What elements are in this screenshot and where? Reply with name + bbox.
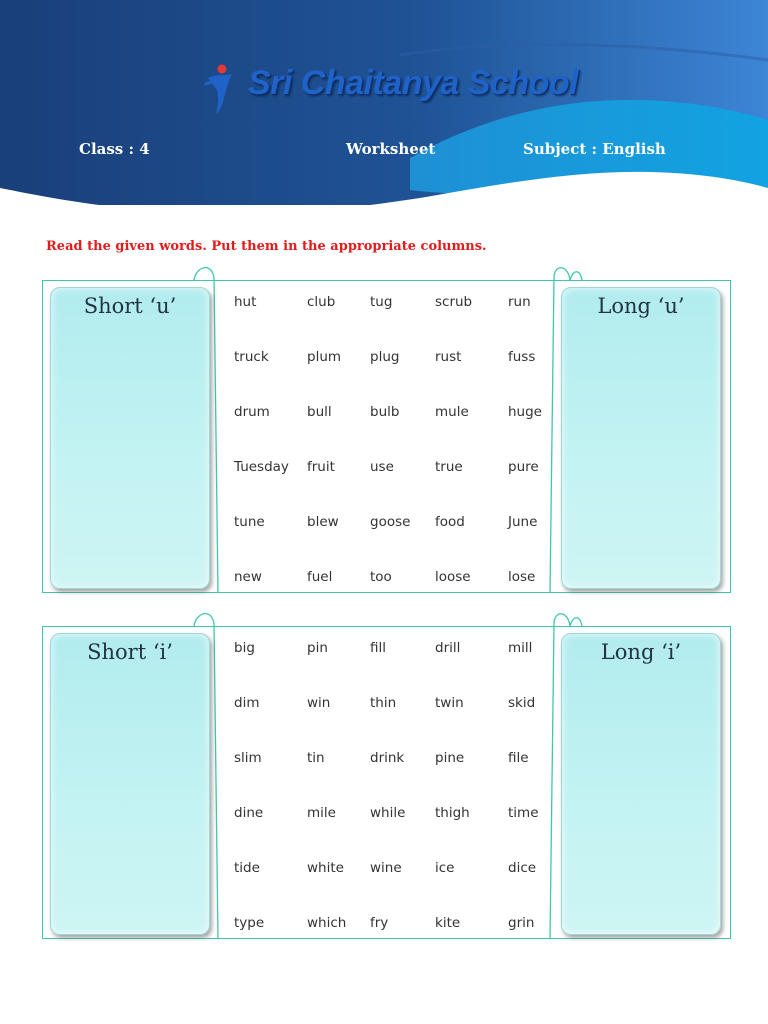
word: dim [234,695,260,711]
word-row [234,750,554,805]
word: file [508,750,529,766]
word-row [234,349,554,404]
word: new [234,569,262,585]
word-row [234,404,554,459]
section-i-word-grid [234,640,554,970]
word: twin [435,695,464,711]
word: Tuesday [234,459,289,475]
word: tug [370,294,393,310]
word: rust [435,349,462,365]
short-i-title: Short ‘i’ [87,640,173,664]
word-row [234,640,554,695]
word: tune [234,514,265,530]
word: too [370,569,392,585]
word: type [234,915,265,931]
word: which [307,915,347,931]
word: drum [234,404,270,420]
word: mill [508,640,533,656]
word: mule [435,404,469,420]
word: pine [435,750,465,766]
word: hut [234,294,257,310]
word: goose [370,514,411,530]
word: thin [370,695,397,711]
word: ice [435,860,455,876]
long-u-column-box[interactable] [561,287,721,589]
word: bulb [370,404,400,420]
word: truck [234,349,269,365]
word: dine [234,805,264,821]
word: thigh [435,805,470,821]
word: huge [508,404,542,420]
word: blew [307,514,339,530]
word: tin [307,750,325,766]
worksheet-label: Worksheet [346,140,436,158]
word: slim [234,750,262,766]
subject-label: Subject : English [523,140,666,158]
word: drill [435,640,461,656]
word: scrub [435,294,473,310]
word: loose [435,569,471,585]
long-i-column-box[interactable] [561,633,721,935]
word: fill [370,640,387,656]
word: fuel [307,569,333,585]
short-u-title: Short ‘u’ [83,294,177,318]
word: lose [508,569,536,585]
word: fuss [508,349,536,365]
word: win [307,695,331,711]
word: pin [307,640,328,656]
long-i-title: Long ‘i’ [600,640,682,664]
short-i-column-box[interactable] [50,633,210,935]
word: bull [307,404,332,420]
school-name: Sri Chaitanya School [248,64,579,102]
word: mile [307,805,336,821]
word: food [435,514,465,530]
word: dice [508,860,537,876]
word: fruit [307,459,335,475]
word: pure [508,459,539,475]
word: kite [435,915,461,931]
word: big [234,640,255,656]
word: use [370,459,394,475]
word-row [234,805,554,860]
word: grin [508,915,535,931]
word: time [508,805,539,821]
word: true [435,459,463,475]
word: June [508,514,538,530]
word-row [234,514,554,569]
long-u-title: Long ‘u’ [597,294,685,318]
word-row [234,915,554,970]
word-row [234,860,554,915]
word: drink [370,750,405,766]
word-row [234,569,554,624]
short-u-column-box[interactable] [50,287,210,589]
word-row [234,294,554,349]
word: club [307,294,336,310]
instruction-text: Read the given words. Put them in the appropriate columns. [46,239,487,254]
word: wine [370,860,402,876]
word: fry [370,915,389,931]
word: run [508,294,531,310]
word: skid [508,695,536,711]
word: plum [307,349,342,365]
school-logo [202,64,242,116]
section-u-word-grid [234,294,554,624]
word: while [370,805,406,821]
word-row [234,695,554,750]
word: plug [370,349,400,365]
word-row [234,459,554,514]
class-label: Class : 4 [79,140,150,158]
word: tide [234,860,260,876]
word: white [307,860,344,876]
